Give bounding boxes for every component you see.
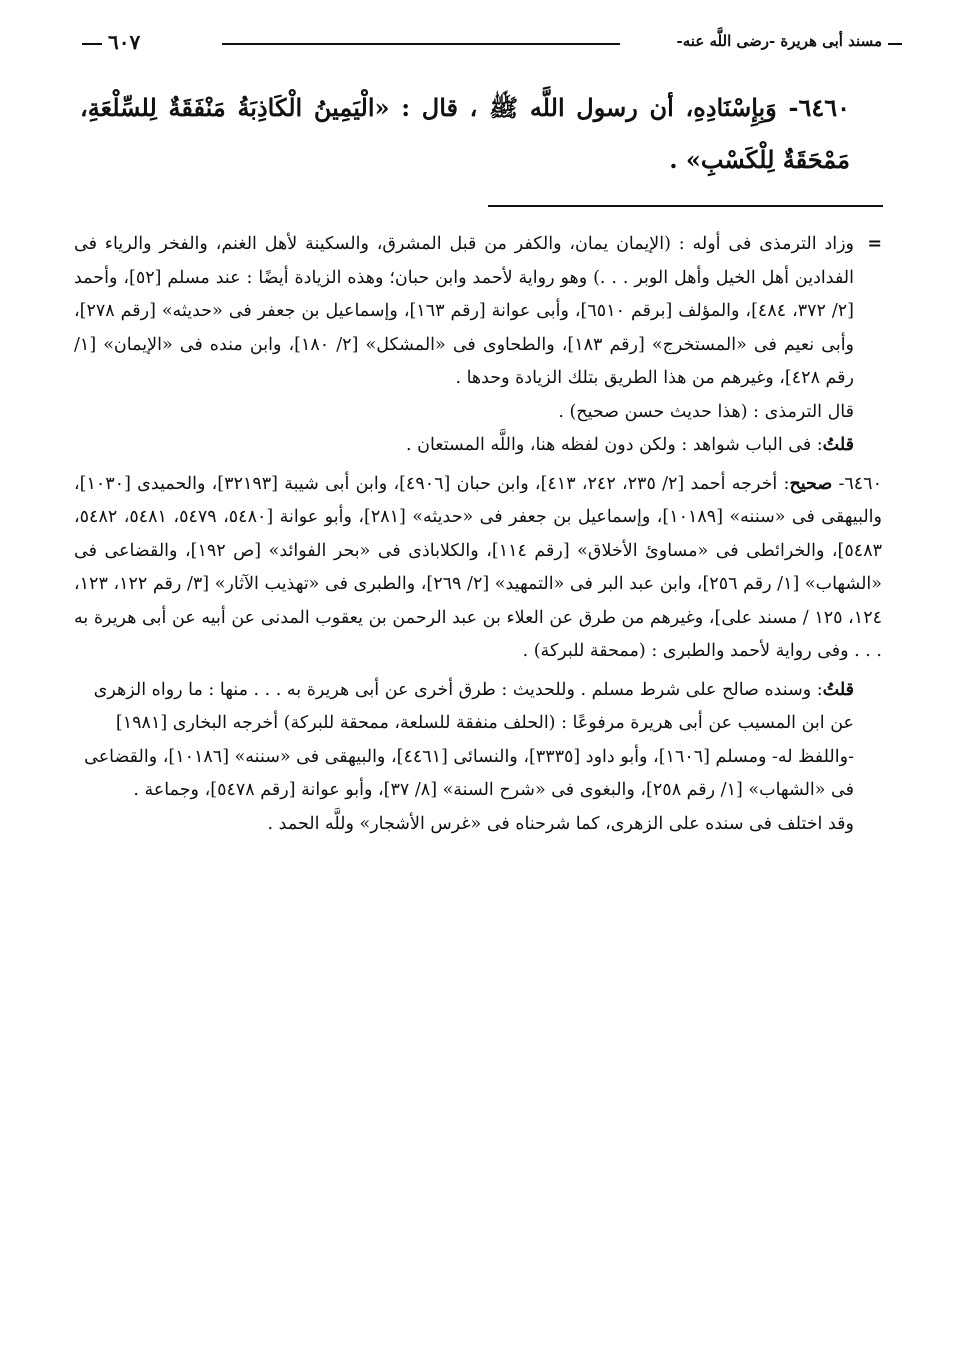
running-header	[82, 30, 882, 58]
entry-text: : أخرجه أحمد [٢/ ٢٣٥، ٢٤٢، ٤١٣]، وابن حبان [٤٩٠٦]، وابن أبى شيبة [٣٢١٩٣]، والحميدى [١٠٣٠]، والبيهقى فى «سننه» [١٠١٨٩]، وإسماعيل بن جعفر فى «حديثه» [٢٨١]، وأبو عوانة [٥٤٨٠، ٥٤٧٩، ٥٤٨١، ٥٤٨٢، ٥٤٨٣]، والخرائطى فى «مساوئ الأخلاق» [رقم ١١٤]، والكلاباذى فى «بحر الفوائد» [ص ١٩٢]، والقضاعى فى «الشهاب» [١/ رقم ٢٥٦]، وابن عبد البر فى «التمهيد» [٢/ ٢٦٩]، والطبرى فى «تهذيب الآثار» [٣/ رقم ١٢٢، ١٢٣، ١٢٤، ١٢٥ / مسند على]، وغيرهم من طرق عن العلاء بن عبد الرحمن بن يعقوب المدنى عن أبيه عن أبى هريرة به . . . وفى رواية لأحمد والطبرى : (ممحقة للبركة) .	[74, 473, 882, 661]
hadith-text: ٦٤٦٠- وَبِإِسْنَادِهِ، أن رسول اللَّه ﷺ ، قال : «الْيَمِينُ الْكَاذِبَةُ مَنْفَقَةٌ لِلسِّلْعَةِ، مَمْحَقَةٌ لِلْكَسْبِ» .	[80, 93, 850, 174]
tirmidhi-note: قال الترمذى : (هذا حديث حسن صحيح) .	[558, 401, 854, 422]
qultu-label: قلتُ	[822, 679, 854, 700]
entry-number: ٦٤٦٠-	[838, 473, 882, 494]
continuation-marker: =	[867, 234, 882, 254]
header-rule	[222, 43, 620, 45]
qultu-text: : وسنده صالح على شرط مسلم . وللحديث : طرق أخرى عن أبى هريرة به . . . منها : ما رواه الزهرى عن ابن المسيب عن أبى هريرة مرفوعًا : (الحلف منفقة للسلعة، ممحقة للبركة) أخرجه البخارى [١٩٨١] -واللفظ له- ومسلم [١٦٠٦]، وأبو داود [٣٣٣٥]، والنسائى [٤٤٦١]، والبيهقى فى «سننه» [١٠١٨٦]، والقضاعى فى «الشهاب» [١/ رقم ٢٥٨]، والبغوى فى «شرح السنة» [٨/ ٣٧]، وأبو عوانة [رقم ٥٤٧٨]، وجماعة .	[84, 679, 854, 800]
takhrij-entry	[74, 468, 882, 669]
header-dash	[82, 43, 102, 45]
footnote-separator	[488, 205, 883, 207]
header-dash	[888, 43, 902, 45]
qultu-note-1	[74, 429, 882, 463]
closing-note: وقد اختلف فى سنده على الزهرى، كما شرحناه فى «غرس الأشجار» وللَّه الحمد .	[267, 813, 854, 834]
qultu-text: : فى الباب شواهد : ولكن دون لفظه هنا، واللَّه المستعان .	[405, 435, 823, 455]
page-number: ٦٠٧	[108, 30, 141, 54]
footnote-continuation	[74, 228, 882, 396]
qultu-note-2	[74, 674, 882, 808]
entry-grade: صحيح	[789, 473, 833, 494]
footnotes	[74, 228, 882, 841]
qultu-label: قلتُ	[822, 435, 854, 455]
continuation-text: وزاد الترمذى فى أوله : (الإيمان يمان، والكفر من قبل المشرق، والسكينة لأهل الغنم، والفخر والرياء فى الفدادين أهل الخيل وأهل الوبر . . .) وهو رواية لأحمد وابن حبان؛ وهذه الزيادة أيضًا : عند مسلم [٥٢]، وأحمد [٢/ ٣٧٢، ٤٨٤]، والمؤلف [برقم ٦٥١٠]، وأبى عوانة [رقم ١٦٣]، وإسماعيل بن جعفر فى «حديثه» [رقم ٢٧٨]، وأبى نعيم فى «المستخرج» [رقم ١٨٣]، والطحاوى فى «المشكل» [٢/ ١٨٠]، وابن منده فى «الإيمان» [١/ رقم ٤٢٨]، وغيرهم من هذا الطريق بتلك الزيادة وحدها .	[74, 234, 855, 388]
header-title: مسند أبى هريرة -رضى اللَّه عنه-	[676, 32, 882, 50]
